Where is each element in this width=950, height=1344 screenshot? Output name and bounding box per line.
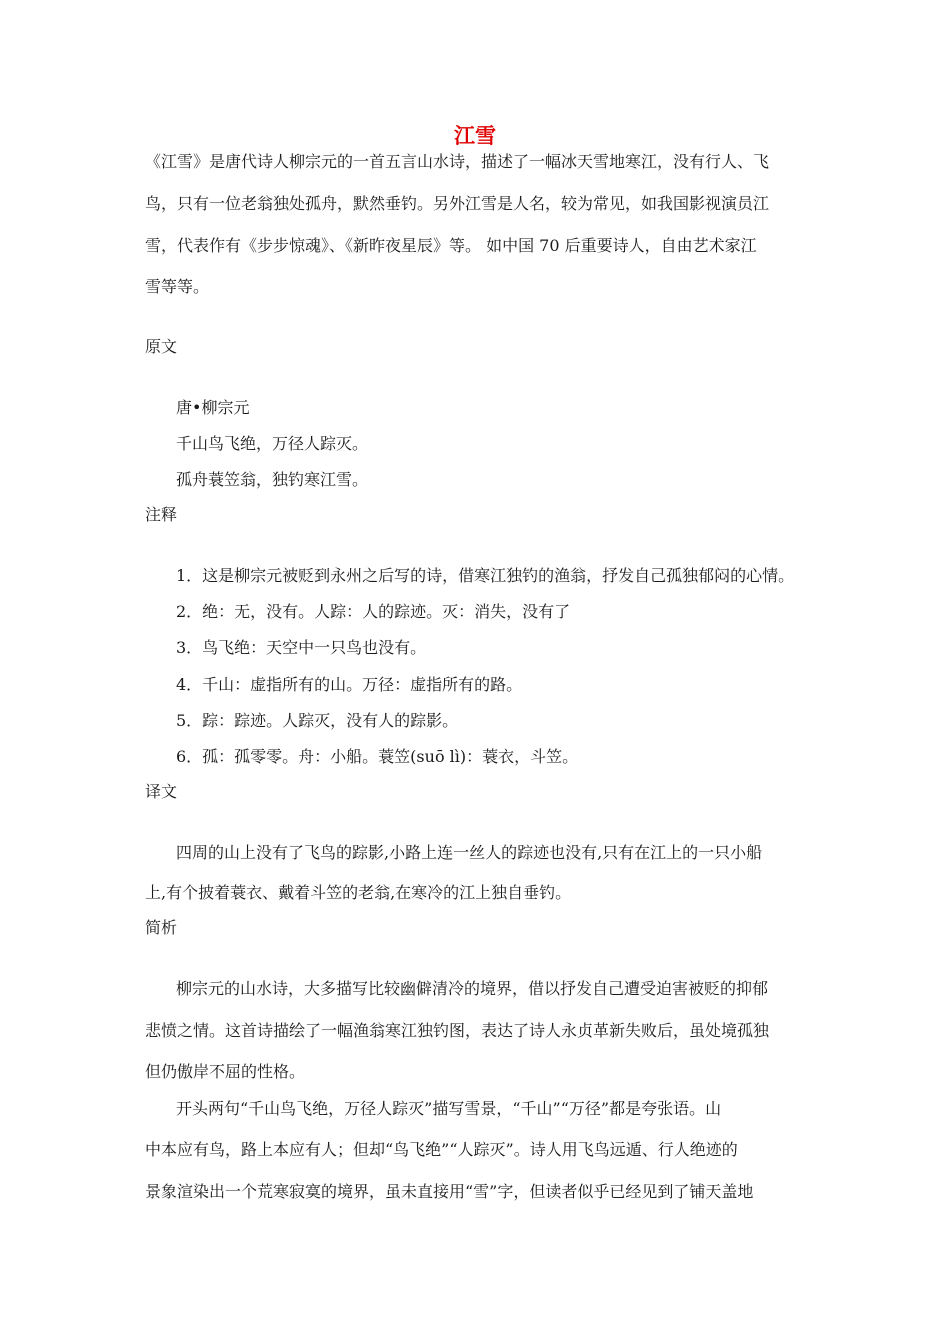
analysis-line: 开头两句“千山鸟飞绝，万径人踪灭”描写雪景，“千山”“万径”都是夸张语。山 — [176, 1099, 722, 1118]
poem-author: 唐•柳宗元 — [176, 398, 250, 417]
analysis-line: 景象渲染出一个荒寒寂寞的境界，虽未直接用“雪”字，但读者似乎已经见到了铺天盖地 — [145, 1182, 754, 1201]
translation-line: 四周的山上没有了飞鸟的踪影,小路上连一丝人的踪迹也没有,只有在江上的一只小船 — [176, 843, 763, 862]
note-item: 2．绝：无，没有。人踪：人的踪迹。灭：消失，没有了 — [176, 602, 571, 621]
analysis-line: 柳宗元的山水诗，大多描写比较幽僻清冷的境界，借以抒发自己遭受迫害被贬的抑郁 — [176, 979, 769, 998]
analysis-line: 但仍傲岸不屈的性格。 — [145, 1062, 306, 1081]
section-heading-notes: 注释 — [145, 505, 178, 524]
poem-line: 千山鸟飞绝，万径人踪灭。 — [176, 434, 369, 453]
poem-line: 孤舟蓑笠翁，独钓寒江雪。 — [176, 470, 369, 489]
intro-line: 雪，代表作有《步步惊魂》、《新昨夜星辰》等。 如中国 70 后重要诗人，自由艺术家江 — [145, 236, 757, 255]
section-heading-analysis: 简析 — [145, 918, 178, 937]
analysis-line: 中本应有鸟，路上本应有人；但却“鸟飞绝”“人踪灭”。诗人用飞鸟远遁、行人绝迹的 — [145, 1140, 738, 1159]
analysis-line: 悲愤之情。这首诗描绘了一幅渔翁寒江独钓图，表达了诗人永贞革新失败后，虽处境孤独 — [145, 1021, 770, 1040]
intro-line: 鸟，只有一位老翁独处孤舟，默然垂钓。另外江雪是人名，较为常见，如我国影视演员江 — [145, 194, 770, 213]
note-item: 1．这是柳宗元被贬到永州之后写的诗，借寒江独钓的渔翁，抒发自己孤独郁闷的心情。 — [176, 566, 795, 585]
note-item: 6．孤：孤零零。舟：小船。蓑笠(suō lì)：蓑衣，斗笠。 — [176, 747, 579, 766]
section-heading-translation: 译文 — [145, 782, 178, 801]
translation-line: 上,有个披着蓑衣、戴着斗笠的老翁,在寒冷的江上独自垂钓。 — [145, 883, 572, 902]
note-item: 4．千山：虚指所有的山。万径：虚指所有的路。 — [176, 675, 523, 694]
page-title: 江雪 — [454, 123, 496, 148]
note-item: 3．鸟飞绝：天空中一只鸟也没有。 — [176, 638, 427, 657]
intro-line: 雪等等。 — [145, 277, 210, 296]
note-item: 5．踪：踪迹。人踪灭，没有人的踪影。 — [176, 711, 459, 730]
intro-line: 《江雪》是唐代诗人柳宗元的一首五言山水诗，描述了一幅冰天雪地寒江，没有行人、飞 — [145, 152, 770, 171]
section-heading-original: 原文 — [145, 337, 178, 356]
